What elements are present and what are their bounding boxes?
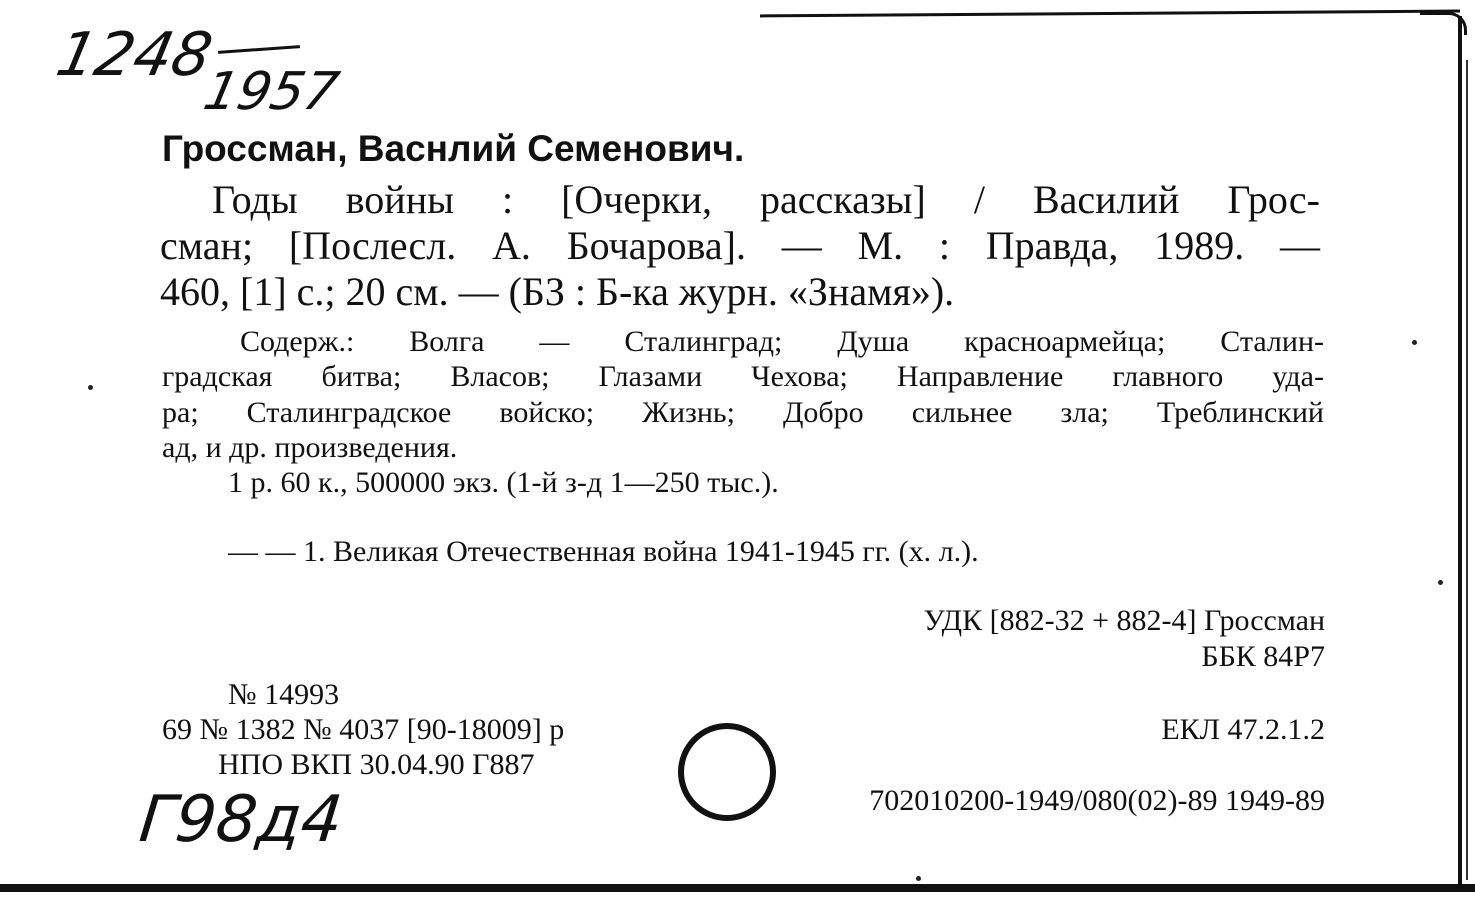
order-numbers: 69 № 1382 № 4037 [90-18009] р	[162, 713, 565, 746]
card-border-right-inner	[1466, 60, 1468, 880]
card-border-right	[1458, 16, 1462, 886]
subject-heading: — — 1. Великая Отечественная война 1941-1945 гг. (х. л.).	[228, 535, 979, 568]
handwritten-stroke	[218, 45, 300, 54]
bbk-index: ББК 84Р7	[1201, 640, 1325, 673]
title-line-3: 460, [1] с.; 20 см. — (БЗ : Б-ка журн. «Знамя»).	[160, 269, 955, 314]
title-line-2: сман; [Послесл. А. Бочарова]. — М. : Правда, 1989. —	[160, 223, 1320, 268]
handwritten-inventory-year: 1957	[198, 62, 344, 122]
speck	[88, 385, 93, 390]
contents-line-4: ад, и др. произведения.	[162, 431, 458, 464]
handwritten-inventory-number: 1248	[50, 20, 219, 90]
contents-line-3: ра; Сталинградское войско; Жизнь; Добро сильнее зла; Треблинский	[162, 396, 1324, 429]
stamp-circle	[678, 723, 776, 821]
card-border-top	[760, 10, 1460, 18]
contents-line-2: градская битва; Власов; Глазами Чехова; Направление главного уда-	[162, 360, 1324, 393]
card-border-bottom	[0, 884, 1475, 892]
udk-index: УДК [882-32 + 882-4] Гроссман	[923, 604, 1325, 637]
speck	[916, 876, 921, 881]
publication-code: 702010200-1949/080(02)-89 1949-89	[869, 784, 1325, 817]
speck	[1412, 340, 1417, 345]
ekl-index: ЕКЛ 47.2.1.2	[1161, 713, 1325, 746]
printer-info: НПО ВКП 30.04.90 Г887	[218, 748, 535, 781]
price-circulation: 1 р. 60 к., 500000 экз. (1-й з-д 1—250 тыс.).	[228, 466, 779, 499]
handwritten-shelf-mark: Г98д4	[136, 783, 346, 857]
contents-line-1: Содерж.: Волга — Сталинград; Душа красноармейца; Сталин-	[240, 325, 1324, 358]
title-line-1: Годы войны : [Очерки, рассказы] / Василий Грос-	[212, 177, 1320, 222]
author-heading: Гроссман, Васнлий Семенович.	[162, 128, 745, 169]
card-number: № 14993	[228, 678, 340, 711]
speck	[1438, 580, 1443, 585]
